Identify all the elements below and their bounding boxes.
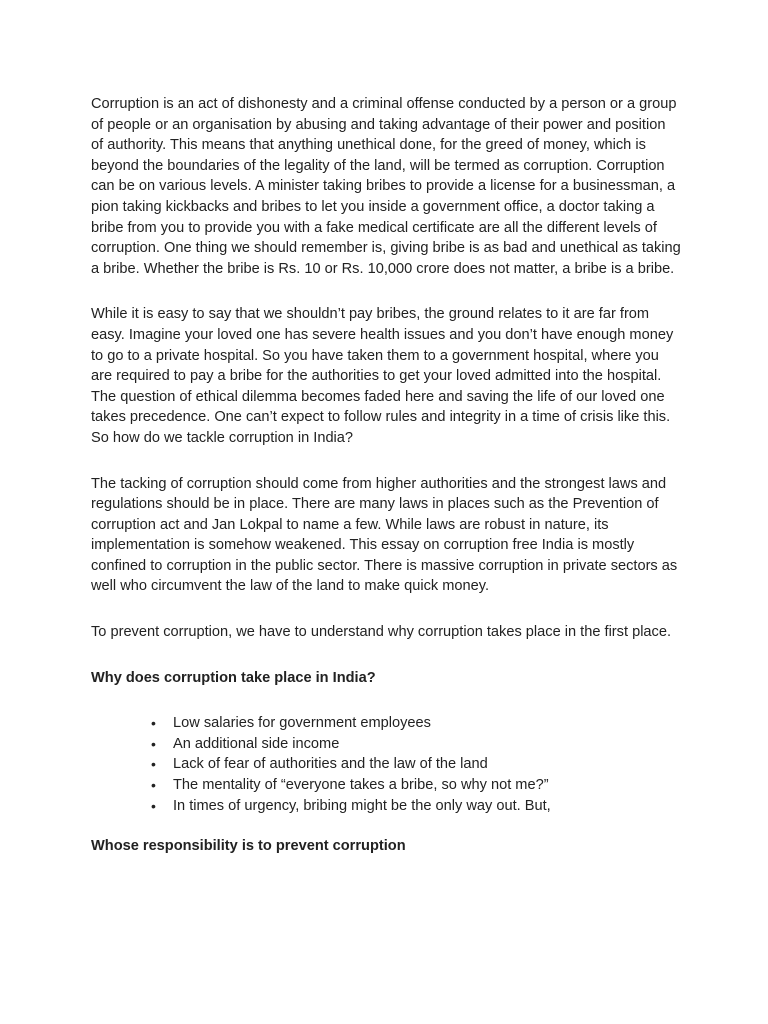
paragraph-corruption-definition: Corruption is an act of dishonesty and a criminal offense conducted by a person or a group of people or an organisation by abusing and taking advantage of their power and position of authority. This means that anything unethical done, for the greed of money, which is beyond the boundaries of the legality of the land, will be termed as corruption. Corruption can be on various levels. A minister taking bribes to provide a license for a businessman, a pion taking kickbacks and bribes to let you inside a government office, a doctor taking a bribe from you to provide you with a fake medical certificate are all the different levels of corruption. One thing we should remember is, giving bribe is as bad and unethical as taking a bribe. Whether the bribe is Rs. 10 or Rs. 10,000 crore does not matter, a bribe is a bribe.: [91, 96, 681, 277]
bullet-icon: •: [151, 756, 156, 773]
paragraph-tackling-corruption: The tacking of corruption should come from higher authorities and the strongest laws and regulations should be in place. There are many laws in places such as the Prevention of corruption act and Jan Lokpal to name a few. While laws are robust in nature, its implementation is somehow weakened. This essay on corruption free India is mostly confined to corruption in the public sector. There is massive corruption in private sectors as well who circumvent the law of the land to make quick money.: [91, 475, 678, 595]
bullet-icon: •: [151, 735, 156, 752]
list-item-text: The mentality of “everyone takes a bribe, so why not me?”: [173, 777, 549, 794]
bullet-icon: •: [151, 797, 156, 814]
bullet-icon: •: [151, 715, 156, 732]
list-item-text: An additional side income: [173, 735, 340, 752]
bullet-icon: •: [151, 777, 156, 794]
paragraph-bribe-dilemma: While it is easy to say that we shouldn’t pay bribes, the ground relates to it are far from easy. Imagine your loved one has severe health issues and you don’t have enough money to go to a private hospital. So you have taken them to a government hospital, where you are required to pay a bribe for the authorities to get your loved admitted into the hospital. The question of ethical dilemma becomes faded here and saving the life of our loved one takes precedence. One can’t expect to follow rules and integrity in a time of crisis like this. So how do we tackle corruption in India?: [91, 306, 674, 446]
list-item: [91, 775, 688, 796]
heading-whose-responsibility: Whose responsibility is to prevent corruption: [91, 838, 406, 855]
list-item: [91, 734, 688, 755]
list-item: [91, 754, 688, 775]
paragraph-prevent-corruption: To prevent corruption, we have to understand why corruption takes place in the first place.: [91, 624, 672, 641]
reasons-list: [91, 713, 688, 816]
heading-why-corruption: Why does corruption take place in India?: [91, 669, 376, 686]
list-item: [91, 713, 688, 734]
list-item-text: Lack of fear of authorities and the law of the land: [173, 756, 488, 773]
list-item-text: Low salaries for government employees: [173, 715, 431, 732]
list-item-text: In times of urgency, bribing might be the only way out. But,: [173, 797, 551, 814]
list-item: [91, 796, 688, 817]
